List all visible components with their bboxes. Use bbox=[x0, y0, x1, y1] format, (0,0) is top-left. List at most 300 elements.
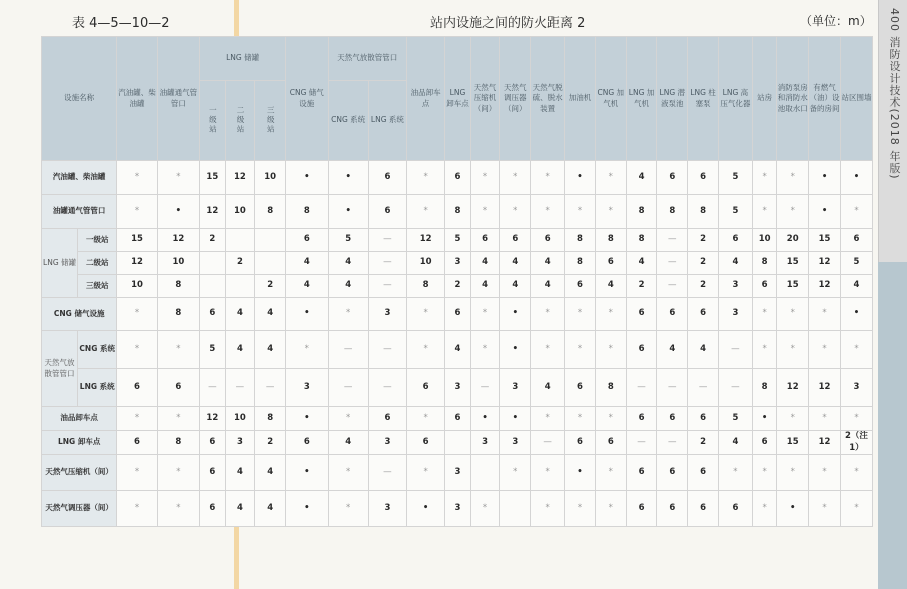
table-cell: * bbox=[531, 491, 565, 527]
table-cell: * bbox=[840, 195, 872, 229]
table-cell: • bbox=[286, 455, 328, 491]
table-cell: 8 bbox=[595, 369, 626, 407]
table-cell: — bbox=[368, 275, 406, 298]
table-cell: * bbox=[565, 195, 596, 229]
table-cell: 10 bbox=[117, 275, 157, 298]
col-oil-tank: 汽油罐、柴油罐 bbox=[117, 37, 157, 161]
table-cell: — bbox=[368, 229, 406, 252]
table-cell: 4 bbox=[840, 275, 872, 298]
running-header: 400 消防设计技术(2018 年版) bbox=[888, 8, 901, 180]
table-cell: — bbox=[626, 431, 657, 455]
table-cell: • bbox=[752, 407, 776, 431]
table-cell: * bbox=[752, 195, 776, 229]
col-cng-dispenser: CNG 加气机 bbox=[595, 37, 626, 161]
col-oil-unload: 油品卸车点 bbox=[407, 37, 445, 161]
table-cell: 6 bbox=[657, 407, 688, 431]
table-cell: 6 bbox=[565, 275, 596, 298]
table-cell: 6 bbox=[657, 298, 688, 331]
table-cell: * bbox=[470, 195, 500, 229]
col-regulator: 天然气调压器（间） bbox=[500, 37, 531, 161]
col-vent-pipe: 油罐通气管管口 bbox=[157, 37, 199, 161]
table-cell: — bbox=[200, 369, 225, 407]
fire-distance-table bbox=[41, 36, 873, 527]
table-cell: 5 bbox=[200, 331, 225, 369]
table-cell: — bbox=[531, 431, 565, 455]
table-cell: 3 bbox=[445, 491, 470, 527]
table-cell: * bbox=[840, 455, 872, 491]
table-cell: • bbox=[328, 161, 368, 195]
table-cell: 3 bbox=[368, 491, 406, 527]
table-row bbox=[42, 229, 873, 252]
table-row bbox=[42, 298, 873, 331]
table-cell: 6 bbox=[445, 407, 470, 431]
table-cell: 6 bbox=[531, 229, 565, 252]
row-label: LNG 卸车点 bbox=[42, 431, 117, 455]
row-label: 三级站 bbox=[78, 275, 117, 298]
table-cell: 12 bbox=[200, 195, 225, 229]
table-cell: 4 bbox=[626, 252, 657, 275]
table-cell: 4 bbox=[626, 161, 657, 195]
table-cell: 4 bbox=[718, 431, 752, 455]
table-cell: — bbox=[368, 331, 406, 369]
table-cell: — bbox=[368, 455, 406, 491]
table-cell: — bbox=[328, 369, 368, 407]
table-cell bbox=[225, 229, 255, 252]
table-cell: — bbox=[255, 369, 286, 407]
table-cell: * bbox=[286, 331, 328, 369]
table-cell: — bbox=[657, 369, 688, 407]
table-cell: 12 bbox=[809, 252, 841, 275]
table-cell: 6 bbox=[200, 491, 225, 527]
row-label: 油罐通气管管口 bbox=[42, 195, 117, 229]
table-cell: 2 bbox=[688, 275, 719, 298]
table-cell: * bbox=[531, 195, 565, 229]
table-cell: * bbox=[407, 407, 445, 431]
table-cell: * bbox=[470, 298, 500, 331]
table-row bbox=[42, 331, 873, 369]
table-cell: 10 bbox=[752, 229, 776, 252]
table-cell: 15 bbox=[200, 161, 225, 195]
table-cell: 12 bbox=[117, 252, 157, 275]
row-group-lng-store: LNG 储罐 bbox=[42, 229, 78, 298]
table-cell: 4 bbox=[470, 252, 500, 275]
table-cell: 8 bbox=[626, 195, 657, 229]
table-cell: 12 bbox=[407, 229, 445, 252]
table-cell: * bbox=[752, 161, 776, 195]
table-cell: * bbox=[595, 331, 626, 369]
table-cell: 6 bbox=[286, 431, 328, 455]
table-cell: 3 bbox=[368, 298, 406, 331]
col-vent-cng: CNG 系统 bbox=[328, 81, 368, 161]
table-cell: 6 bbox=[752, 431, 776, 455]
table-cell: * bbox=[117, 161, 157, 195]
table-cell: 4 bbox=[718, 252, 752, 275]
table-cell: 2（注1） bbox=[840, 431, 872, 455]
table-cell: * bbox=[407, 331, 445, 369]
col-vent-lng: LNG 系统 bbox=[368, 81, 406, 161]
table-cell: * bbox=[595, 195, 626, 229]
table-cell: 4 bbox=[286, 252, 328, 275]
table-cell: 6 bbox=[407, 369, 445, 407]
table-cell: 6 bbox=[565, 431, 596, 455]
table-cell: • bbox=[286, 161, 328, 195]
table-cell: 2 bbox=[626, 275, 657, 298]
table-cell: — bbox=[328, 331, 368, 369]
col-fire-pump: 消防泵房和消防水池取水口 bbox=[777, 37, 809, 161]
table-cell: 6 bbox=[626, 455, 657, 491]
table-cell: 5 bbox=[718, 161, 752, 195]
table-cell: • bbox=[565, 161, 596, 195]
table-cell: • bbox=[565, 455, 596, 491]
table-cell: 6 bbox=[200, 298, 225, 331]
col-compressor: 天然气压缩机（间） bbox=[470, 37, 500, 161]
table-cell bbox=[255, 252, 286, 275]
table-cell: — bbox=[225, 369, 255, 407]
table-cell: 8 bbox=[255, 195, 286, 229]
table-cell: • bbox=[286, 407, 328, 431]
table-cell: 8 bbox=[752, 252, 776, 275]
table-cell: • bbox=[500, 407, 531, 431]
table-cell: 15 bbox=[809, 229, 841, 252]
table-cell: * bbox=[328, 298, 368, 331]
table-cell: 2 bbox=[255, 431, 286, 455]
table-row bbox=[42, 195, 873, 229]
table-cell: 6 bbox=[368, 161, 406, 195]
table-cell: 6 bbox=[752, 275, 776, 298]
table-cell: * bbox=[531, 331, 565, 369]
col-lng-unload: LNG 卸车点 bbox=[445, 37, 470, 161]
table-cell: * bbox=[157, 491, 199, 527]
table-cell: 3 bbox=[500, 369, 531, 407]
table-cell: 10 bbox=[255, 161, 286, 195]
table-cell: 6 bbox=[626, 331, 657, 369]
col-boundary: 站区围墙 bbox=[840, 37, 872, 161]
table-cell: 8 bbox=[626, 229, 657, 252]
table-cell: — bbox=[688, 369, 719, 407]
table-cell: * bbox=[117, 455, 157, 491]
table-cell: * bbox=[531, 455, 565, 491]
col-group-lng-store: LNG 储罐 bbox=[200, 37, 286, 81]
table-cell: 6 bbox=[368, 195, 406, 229]
table-cell: * bbox=[328, 407, 368, 431]
col-lng-vaporizer: LNG 高压气化器 bbox=[718, 37, 752, 161]
table-cell: * bbox=[809, 331, 841, 369]
table-cell: * bbox=[752, 298, 776, 331]
table-cell: 4 bbox=[225, 331, 255, 369]
row-label: 天然气调压器（间） bbox=[42, 491, 117, 527]
table-cell bbox=[470, 455, 500, 491]
page-edge-band bbox=[878, 262, 907, 589]
table-cell: 3 bbox=[225, 431, 255, 455]
table-cell: 6 bbox=[688, 298, 719, 331]
table-cell: 4 bbox=[225, 455, 255, 491]
table-cell: * bbox=[777, 161, 809, 195]
table-cell bbox=[200, 252, 225, 275]
table-cell: 15 bbox=[777, 252, 809, 275]
table-cell: 4 bbox=[255, 455, 286, 491]
table-cell: — bbox=[657, 431, 688, 455]
table-cell: * bbox=[752, 455, 776, 491]
table-cell: • bbox=[500, 331, 531, 369]
table-cell: 12 bbox=[809, 431, 841, 455]
table-id: 表 4—5—10—2 bbox=[72, 16, 170, 31]
table-cell bbox=[200, 275, 225, 298]
table-cell: 6 bbox=[117, 431, 157, 455]
table-cell: 6 bbox=[626, 298, 657, 331]
table-cell: * bbox=[595, 161, 626, 195]
col-lng-1: 一级站 bbox=[200, 81, 225, 161]
table-cell: * bbox=[809, 407, 841, 431]
table-cell: 12 bbox=[225, 161, 255, 195]
table-cell: 6 bbox=[688, 491, 719, 527]
table-cell: * bbox=[407, 195, 445, 229]
table-cell: 8 bbox=[595, 229, 626, 252]
table-cell: 3 bbox=[286, 369, 328, 407]
table-row bbox=[42, 161, 873, 195]
col-group-vent: 天然气放散管管口 bbox=[328, 37, 407, 81]
table-cell: * bbox=[777, 195, 809, 229]
table-cell: 5 bbox=[718, 195, 752, 229]
table-cell: 4 bbox=[531, 252, 565, 275]
row-label: LNG 系统 bbox=[78, 369, 117, 407]
table-cell: 3 bbox=[368, 431, 406, 455]
table-cell: 10 bbox=[157, 252, 199, 275]
row-label: 天然气压缩机（间） bbox=[42, 455, 117, 491]
table-cell bbox=[225, 275, 255, 298]
table-cell: 8 bbox=[255, 407, 286, 431]
table-cell: 6 bbox=[657, 161, 688, 195]
table-cell: 15 bbox=[117, 229, 157, 252]
col-fuel-dispenser: 加油机 bbox=[565, 37, 596, 161]
table-cell: * bbox=[809, 298, 841, 331]
table-cell: * bbox=[407, 455, 445, 491]
table-cell: * bbox=[470, 331, 500, 369]
col-fire-room: 有燃气（油）设备的房间 bbox=[809, 37, 841, 161]
table-cell: 6 bbox=[200, 431, 225, 455]
table-cell: * bbox=[157, 161, 199, 195]
table-cell: 6 bbox=[595, 431, 626, 455]
table-cell: 2 bbox=[445, 275, 470, 298]
table-cell: 6 bbox=[657, 491, 688, 527]
table-cell: 6 bbox=[688, 455, 719, 491]
table-cell: * bbox=[407, 161, 445, 195]
table-cell bbox=[500, 491, 531, 527]
table-cell: * bbox=[595, 455, 626, 491]
table-cell: * bbox=[565, 331, 596, 369]
table-cell: 8 bbox=[286, 195, 328, 229]
table-cell: • bbox=[328, 195, 368, 229]
table-cell: 8 bbox=[157, 298, 199, 331]
table-cell: 8 bbox=[752, 369, 776, 407]
table-cell: • bbox=[840, 298, 872, 331]
table-cell: 10 bbox=[225, 195, 255, 229]
table-cell: * bbox=[840, 491, 872, 527]
table-cell: * bbox=[117, 491, 157, 527]
table-cell: * bbox=[752, 491, 776, 527]
table-cell: — bbox=[368, 369, 406, 407]
table-cell: 4 bbox=[500, 252, 531, 275]
row-label: 二级站 bbox=[78, 252, 117, 275]
table-cell: 8 bbox=[445, 195, 470, 229]
table-cell: 4 bbox=[500, 275, 531, 298]
table-cell: 10 bbox=[225, 407, 255, 431]
table-cell: 3 bbox=[500, 431, 531, 455]
table-cell: 4 bbox=[286, 275, 328, 298]
table-cell: 4 bbox=[328, 431, 368, 455]
table-cell: * bbox=[117, 407, 157, 431]
table-cell: * bbox=[595, 407, 626, 431]
table-cell: 3 bbox=[718, 275, 752, 298]
table-cell: * bbox=[117, 298, 157, 331]
table-row bbox=[42, 455, 873, 491]
table-cell: 6 bbox=[445, 161, 470, 195]
table-cell: • bbox=[286, 298, 328, 331]
row-label: CNG 储气设施 bbox=[42, 298, 117, 331]
table-cell: 4 bbox=[328, 275, 368, 298]
table-row bbox=[42, 275, 873, 298]
table-cell: 3 bbox=[445, 252, 470, 275]
table-cell: 6 bbox=[368, 407, 406, 431]
table-cell: * bbox=[470, 491, 500, 527]
table-cell: 6 bbox=[500, 229, 531, 252]
table-cell: 5 bbox=[718, 407, 752, 431]
table-cell: 6 bbox=[626, 491, 657, 527]
table-cell: — bbox=[368, 252, 406, 275]
table-cell: — bbox=[718, 331, 752, 369]
table-cell: * bbox=[470, 161, 500, 195]
table-cell: * bbox=[117, 331, 157, 369]
table-cell: 6 bbox=[657, 455, 688, 491]
table-cell: * bbox=[157, 407, 199, 431]
table-cell: * bbox=[157, 455, 199, 491]
table-cell: 2 bbox=[255, 275, 286, 298]
table-cell: * bbox=[777, 455, 809, 491]
table-cell: 6 bbox=[407, 431, 445, 455]
row-label: 一级站 bbox=[78, 229, 117, 252]
table-cell: * bbox=[407, 298, 445, 331]
table-cell: * bbox=[500, 195, 531, 229]
table-cell: • bbox=[470, 407, 500, 431]
row-label: 汽油罐、柴油罐 bbox=[42, 161, 117, 195]
table-cell: * bbox=[840, 331, 872, 369]
col-dehydrator: 天然气脱硫、脱水装置 bbox=[531, 37, 565, 161]
table-cell: * bbox=[840, 407, 872, 431]
table-cell: * bbox=[500, 455, 531, 491]
col-lng-3: 三级站 bbox=[255, 81, 286, 161]
table-cell: 6 bbox=[470, 229, 500, 252]
table-cell: — bbox=[718, 369, 752, 407]
table-cell: * bbox=[531, 161, 565, 195]
table-row bbox=[42, 407, 873, 431]
table-cell: * bbox=[777, 407, 809, 431]
table-cell: 4 bbox=[657, 331, 688, 369]
table-cell: 6 bbox=[626, 407, 657, 431]
col-lng-pump: LNG 潜液泵池 bbox=[657, 37, 688, 161]
table-cell: 8 bbox=[157, 275, 199, 298]
table-cell: * bbox=[777, 298, 809, 331]
table-cell: 3 bbox=[840, 369, 872, 407]
table-cell: 6 bbox=[200, 455, 225, 491]
table-cell: — bbox=[657, 275, 688, 298]
table-cell: 4 bbox=[225, 298, 255, 331]
table-cell: * bbox=[328, 455, 368, 491]
table-cell: * bbox=[565, 298, 596, 331]
table-cell: 4 bbox=[445, 331, 470, 369]
table-cell: 2 bbox=[688, 252, 719, 275]
table-cell: 5 bbox=[445, 229, 470, 252]
table-cell: 15 bbox=[777, 431, 809, 455]
table-cell: 2 bbox=[688, 431, 719, 455]
table-cell: • bbox=[777, 491, 809, 527]
col-cng-store: CNG 储气设施 bbox=[286, 37, 328, 161]
table-cell: 6 bbox=[286, 229, 328, 252]
table-cell: 6 bbox=[688, 161, 719, 195]
table-cell: 8 bbox=[157, 431, 199, 455]
table-cell: * bbox=[595, 491, 626, 527]
table-cell: * bbox=[718, 455, 752, 491]
table-cell: * bbox=[531, 298, 565, 331]
table-cell: 2 bbox=[200, 229, 225, 252]
table-cell: * bbox=[595, 298, 626, 331]
table-cell: — bbox=[657, 229, 688, 252]
table-cell: * bbox=[328, 491, 368, 527]
table-cell: 4 bbox=[470, 275, 500, 298]
table-cell: * bbox=[157, 331, 199, 369]
table-cell: 8 bbox=[657, 195, 688, 229]
table-cell: 4 bbox=[255, 331, 286, 369]
table-cell: 12 bbox=[809, 369, 841, 407]
col-lng-2: 二级站 bbox=[225, 81, 255, 161]
table-cell: 5 bbox=[840, 252, 872, 275]
table-cell: 3 bbox=[445, 455, 470, 491]
unit-label: （单位：m） bbox=[800, 14, 872, 28]
table-cell: 12 bbox=[809, 275, 841, 298]
table-cell: * bbox=[809, 491, 841, 527]
table-cell: 6 bbox=[718, 229, 752, 252]
table-cell: • bbox=[407, 491, 445, 527]
table-cell: 5 bbox=[328, 229, 368, 252]
table-title: 站内设施之间的防火距离 2 bbox=[430, 16, 586, 31]
table-cell: * bbox=[500, 161, 531, 195]
table-cell: 15 bbox=[777, 275, 809, 298]
table-row bbox=[42, 491, 873, 527]
table-cell: 12 bbox=[777, 369, 809, 407]
col-lng-dispenser: LNG 加气机 bbox=[626, 37, 657, 161]
table-cell: 8 bbox=[688, 195, 719, 229]
table-cell: 8 bbox=[407, 275, 445, 298]
table-cell: • bbox=[809, 195, 841, 229]
table-row bbox=[42, 252, 873, 275]
table-cell: 6 bbox=[840, 229, 872, 252]
table-cell: 4 bbox=[225, 491, 255, 527]
table-cell: • bbox=[840, 161, 872, 195]
table-cell: • bbox=[157, 195, 199, 229]
table-cell: * bbox=[117, 195, 157, 229]
table-cell: • bbox=[286, 491, 328, 527]
table-cell: — bbox=[626, 369, 657, 407]
table-cell: — bbox=[657, 252, 688, 275]
table-cell: * bbox=[809, 455, 841, 491]
table-cell bbox=[445, 431, 470, 455]
table-cell: 4 bbox=[688, 331, 719, 369]
table-cell: 4 bbox=[531, 275, 565, 298]
table-cell bbox=[255, 229, 286, 252]
table-row bbox=[42, 431, 873, 455]
table-cell: • bbox=[500, 298, 531, 331]
table-cell: 8 bbox=[565, 252, 596, 275]
table-cell: 6 bbox=[157, 369, 199, 407]
table-cell: 3 bbox=[718, 298, 752, 331]
